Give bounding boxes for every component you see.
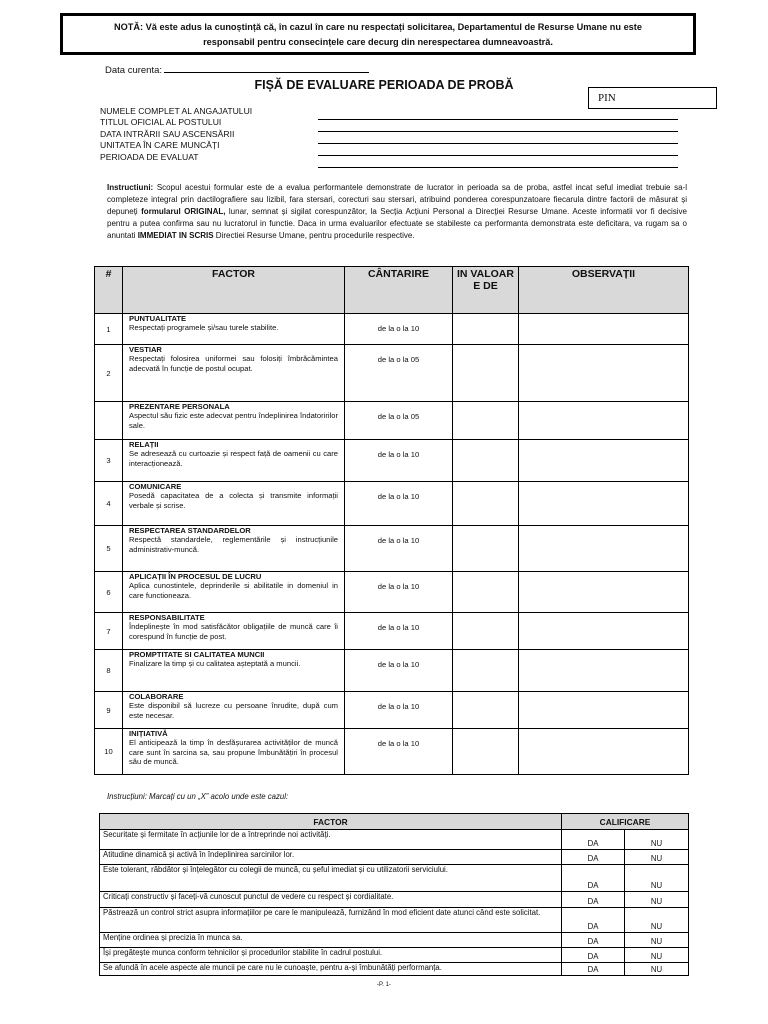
factor-description: Îndeplinește în mod satisfăcător obligațiile de muncă care îi corespund în funcție de post.: [129, 622, 338, 641]
factor-observations-cell[interactable]: [519, 345, 689, 402]
instructions-text-3: Directiei Resurse Umane, pentru procedurile respective.: [213, 231, 415, 240]
qualification-da-option[interactable]: DA: [562, 865, 625, 892]
qualification-criterion: Este tolerant, răbdător și înțelegător cu colegii de muncă, cu șeful imediat și cu utilizatorii serviciului.: [100, 865, 562, 892]
factor-name: PUNTUALITATE: [129, 314, 187, 323]
factor-weight: de la o la 10: [345, 526, 453, 572]
factor-description: El anticipează la timp în desfășurarea activităților de muncă care sunt în sarcina sa, sau propune îmbunătățiri în procesul său de muncă.: [129, 738, 338, 767]
header-factor-2: FACTOR: [100, 814, 562, 830]
factor-weight: de la o la 10: [345, 440, 453, 482]
field-label-entry-date: DATA INTRĂRII SAU ASCENSĂRII: [100, 129, 235, 139]
factor-number: 9: [95, 692, 123, 729]
qualification-nu-option[interactable]: NU: [625, 933, 689, 948]
factor-number: 5: [95, 526, 123, 572]
factor-row: [95, 729, 689, 775]
factor-description: Respectă standardele, reglementările și instrucțiunile administrativ-muncă.: [129, 535, 338, 554]
factor-number: 6: [95, 572, 123, 613]
factor-row: [95, 440, 689, 482]
header-value: IN VALOAR E DE: [453, 267, 519, 314]
field-line-entry-date[interactable]: [318, 143, 678, 144]
page-number: -P. 1-: [377, 982, 391, 988]
factor-description: Se adresează cu curtoazie și respect față de oamenii cu care interacționează.: [129, 449, 338, 468]
factor-row: [95, 572, 689, 613]
qualification-row: [100, 865, 689, 892]
instructions-bold-1: formularul ORIGINAL,: [141, 207, 226, 216]
factor-observations-cell[interactable]: [519, 572, 689, 613]
notice-line-1: NOTĂ: Vă este adus la cunoștință că, în cazul în care nu respectați solicitarea, Departamentul de Resurse Umane nu este: [114, 22, 642, 32]
header-number: #: [95, 267, 123, 314]
qualification-da-option[interactable]: DA: [562, 850, 625, 865]
instructions-label: Instructiuni:: [107, 183, 154, 192]
factor-name: RESPONSABILITATE: [129, 613, 205, 622]
factor-weight: de la o la 10: [345, 729, 453, 775]
factor-cell: [123, 402, 345, 440]
factor-observations-cell[interactable]: [519, 440, 689, 482]
qualification-table: [99, 813, 689, 976]
factor-name: PROMPTITATE SI CALITATEA MUNCII: [129, 650, 265, 659]
factor-description: Este disponibil să lucreze cu persoane înrudite, după cum este necesar.: [129, 701, 338, 720]
pin-field[interactable]: [588, 87, 717, 109]
factor-number: 4: [95, 482, 123, 526]
field-line-evaluation-period[interactable]: [318, 167, 678, 168]
qualification-criterion: Criticați constructiv și faceți-vă cunoscut punctul de vedere cu respect și cordialitate.: [100, 892, 562, 908]
factor-cell: [123, 314, 345, 345]
factor-number: 10: [95, 729, 123, 775]
notice-line-2: responsabil pentru consecințele care decurg din nerespectarea dumneavoastră.: [203, 37, 553, 47]
factor-observations-cell[interactable]: [519, 729, 689, 775]
qualification-nu-option[interactable]: NU: [625, 948, 689, 963]
qualification-row: [100, 830, 689, 850]
factor-weight: de la o la 10: [345, 692, 453, 729]
factor-row: [95, 482, 689, 526]
factor-weight: de la o la 10: [345, 314, 453, 345]
field-label-full-name: NUMELE COMPLET AL ANGAJATULUI: [100, 106, 253, 116]
field-line-job-title[interactable]: [318, 131, 678, 132]
factor-description: Aspectul său fizic este adecvat pentru îndeplinirea îndatoririlor sale.: [129, 411, 338, 430]
factor-value-cell[interactable]: [453, 345, 519, 402]
instructions-paragraph: [107, 182, 687, 242]
header-qualification: CALIFICARE: [562, 814, 689, 830]
field-label-evaluation-period: PERIOADA DE EVALUAT: [100, 152, 199, 162]
evaluation-table: [94, 266, 689, 775]
pin-label: PIN: [598, 92, 616, 104]
qualification-da-option[interactable]: DA: [562, 933, 625, 948]
qualification-da-option[interactable]: DA: [562, 892, 625, 908]
factor-observations-cell[interactable]: [519, 402, 689, 440]
qualification-da-option[interactable]: DA: [562, 830, 625, 850]
qualification-da-option[interactable]: DA: [562, 908, 625, 933]
qualification-da-option[interactable]: DA: [562, 948, 625, 963]
header-factor: FACTOR: [123, 267, 345, 314]
qualification-nu-option[interactable]: NU: [625, 830, 689, 850]
factor-name: APLICAȚII ÎN PROCESUL DE LUCRU: [129, 572, 262, 581]
qualification-criterion: Își pregătește munca conform tehnicilor și procedurilor stabilite în cadrul postului.: [100, 948, 562, 963]
instructions-text-2: lunar, semnat și sigilat corespunzător, la Secția Acțiuni Personal a Direcției Resurse Umane. Aceste informatii vor fi decisive pentru a putea confirma sau nu lucratorul in functie. Daca in urma evaluarilor efectuate se stabileste ca performanta demonstrata este deficitara, va rugam sa o anuntati: [107, 207, 687, 240]
evaluation-table-body: [95, 314, 689, 775]
qualification-nu-option[interactable]: NU: [625, 850, 689, 865]
factor-row: [95, 650, 689, 692]
factor-description: Respectați programele și/sau turele stabilite.: [129, 323, 279, 332]
instructions-bold-2: IMMEDIAT IN SCRIS: [137, 231, 214, 240]
qualification-row: [100, 850, 689, 865]
factor-name: COLABORARE: [129, 692, 184, 701]
factor-value-cell[interactable]: [453, 314, 519, 345]
factor-row: [95, 345, 689, 402]
qualification-criterion: Păstrează un control strict asupra informațiilor pe care le manipulează, furnizând în mod eficient date atunci când este solicitat.: [100, 908, 562, 933]
field-label-work-unit: UNITATEA ÎN CARE MUNCĂȚI: [100, 140, 220, 150]
notice-box: [60, 13, 696, 55]
factor-number: 3: [95, 440, 123, 482]
factor-observations-cell[interactable]: [519, 650, 689, 692]
factor-row: [95, 613, 689, 650]
qualification-nu-option[interactable]: NU: [625, 865, 689, 892]
factor-value-cell[interactable]: [453, 440, 519, 482]
factor-name: PREZENTARE PERSONALA: [129, 402, 230, 411]
factor-description: Finalizare la timp și cu calitatea așteptată a muncii.: [129, 659, 301, 668]
factor-weight: de la o la 05: [345, 345, 453, 402]
current-date-line[interactable]: [164, 64, 369, 73]
current-date-label: Data curenta:: [105, 65, 163, 76]
factor-observations-cell[interactable]: [519, 526, 689, 572]
factor-weight: de la o la 10: [345, 482, 453, 526]
factor-name: RESPECTAREA STANDARDELOR: [129, 526, 251, 535]
factor-value-cell[interactable]: [453, 613, 519, 650]
current-date-field[interactable]: [105, 64, 369, 76]
factor-cell: [123, 729, 345, 775]
factor-name: COMUNICARE: [129, 482, 182, 491]
document-title: FIȘĂ DE EVALUARE PERIOADA DE PROBĂ: [254, 78, 514, 92]
factor-weight: de la o la 05: [345, 402, 453, 440]
factor-name: RELAȚII: [129, 440, 159, 449]
factor-row: [95, 402, 689, 440]
qualification-criterion: Securitate și fermitate în acțiunile lor de a întreprinde noi activități.: [100, 830, 562, 850]
factor-weight: de la o la 10: [345, 572, 453, 613]
field-line-work-unit[interactable]: [318, 155, 678, 156]
field-label-job-title: TITLUL OFICIAL AL POSTULUI: [100, 117, 222, 127]
factor-number: [95, 402, 123, 440]
factor-observations-cell[interactable]: [519, 613, 689, 650]
factor-value-cell[interactable]: [453, 572, 519, 613]
qualification-criterion: Atitudine dinamică și activă în îndeplinirea sarcinilor lor.: [100, 850, 562, 865]
factor-description: Respectați folosirea uniformei sau folosiți îmbrăcămintea adecvată în funcție de postul ocupat.: [129, 354, 338, 373]
header-weighting: CÂNTARIRE: [345, 267, 453, 314]
qualification-nu-option[interactable]: NU: [625, 892, 689, 908]
factor-number: 8: [95, 650, 123, 692]
factor-row: [95, 526, 689, 572]
qualification-criterion: Se afundă în acele aspecte ale muncii pe care nu le cunoaște, pentru a-și îmbunătăți performanța.: [100, 963, 562, 976]
factor-value-cell[interactable]: [453, 650, 519, 692]
factor-observations-cell[interactable]: [519, 692, 689, 729]
field-line-full-name[interactable]: [318, 119, 678, 120]
factor-value-cell[interactable]: [453, 482, 519, 526]
qualification-table-header: [100, 814, 689, 830]
factor-row: [95, 314, 689, 345]
factor-cell: [123, 572, 345, 613]
factor-description: Aplica cunostintele, deprinderile si abilitatile in domeniul in care functioneaza.: [129, 581, 338, 600]
factor-cell: [123, 482, 345, 526]
factor-number: 2: [95, 345, 123, 402]
factor-description: Posedă capacitatea de a colecta și transmite informații verbale și scrise.: [129, 491, 338, 510]
qualification-criterion: Menține ordinea și precizia în munca sa.: [100, 933, 562, 948]
qualification-row: [100, 908, 689, 933]
factor-row: [95, 692, 689, 729]
evaluation-table-header: [95, 267, 689, 314]
factor-number: 1: [95, 314, 123, 345]
factor-value-cell[interactable]: [453, 526, 519, 572]
header-observations: OBSERVAȚII: [519, 267, 689, 314]
factor-name: VESTIAR: [129, 345, 162, 354]
factor-value-cell[interactable]: [453, 692, 519, 729]
factor-cell: [123, 526, 345, 572]
factor-number: 7: [95, 613, 123, 650]
qualification-table-body: [100, 830, 689, 976]
qualification-nu-option[interactable]: NU: [625, 963, 689, 976]
factor-weight: de la o la 10: [345, 650, 453, 692]
instructions-text-1: Scopul acestui formular este de a evalua performantele demonstrate de lucrator in perioada sa de proba, astfel incat seful imediat trebuie sa-l completeze integral prin dactilografiere sau lizibil, fara stersari, corecturi sau stersari, atribuind ponderea corespunzatoare fiecarula dintre factorii de măsurat și depuneți: [107, 183, 687, 216]
factor-cell: [123, 613, 345, 650]
factor-cell: [123, 440, 345, 482]
factor-name: INIȚIATIVĂ: [129, 729, 168, 738]
qualification-nu-option[interactable]: NU: [625, 908, 689, 933]
factor-weight: de la o la 10: [345, 613, 453, 650]
qualification-row: [100, 948, 689, 963]
qualification-da-option[interactable]: DA: [562, 963, 625, 976]
factor-value-cell[interactable]: [453, 729, 519, 775]
factor-observations-cell[interactable]: [519, 314, 689, 345]
qualification-row: [100, 963, 689, 976]
qualification-row: [100, 933, 689, 948]
factor-cell: [123, 650, 345, 692]
factor-cell: [123, 692, 345, 729]
factor-value-cell[interactable]: [453, 402, 519, 440]
factor-observations-cell[interactable]: [519, 482, 689, 526]
qualification-row: [100, 892, 689, 908]
factor-cell: [123, 345, 345, 402]
secondary-instructions: Instrucțiuni: Marcați cu un „X” acolo unde este cazul:: [107, 792, 289, 801]
